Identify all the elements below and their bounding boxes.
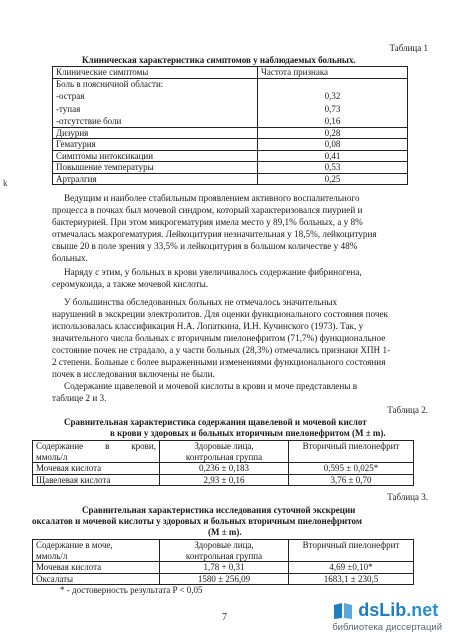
- text-line: почек в исследования включены не были.: [52, 369, 215, 379]
- table1-number: Таблица 1: [389, 43, 428, 53]
- header-line: Содержание в моче,: [36, 540, 113, 550]
- table-row: [53, 162, 408, 174]
- table-row: [53, 150, 408, 162]
- text-line: отмечалась макрогематурия. Лейкоцитурия незначительная у 18,5%, лейкоцитурия: [52, 229, 377, 239]
- header-word: Содержание: [36, 441, 84, 451]
- pain-dull-label: -тупая: [56, 103, 81, 114]
- pain-absent-label: -отсутствие боли: [56, 116, 122, 126]
- table2-header-control: [160, 441, 289, 463]
- dslib-watermark: [332, 600, 442, 633]
- table2-header-patients: Вторичный пиелонефрит: [289, 441, 414, 463]
- table1-pain-row: [53, 78, 408, 127]
- table-row: [33, 474, 414, 486]
- table2: [32, 440, 414, 486]
- table1-title: Клиническая характеристика симптомов у наблюдаемых больных.: [82, 55, 356, 65]
- paragraph-urinary-syndrome: [52, 192, 416, 264]
- table3-title-line-2: оксалатов и мочевой кислоты у здоровых и больных вторичным пиелонефритом: [32, 516, 362, 526]
- table3-header-control: [160, 540, 289, 562]
- control-value: 1,78 + 0,31: [160, 562, 289, 574]
- table2-title-line-1: Сравнительная характеристика содержания щавелевой и мочевой кислот: [64, 417, 367, 427]
- table3-title-line-3: (M ± m).: [208, 527, 242, 537]
- header-word: в: [105, 441, 110, 451]
- brand-domain: .net: [406, 600, 439, 620]
- text-line: У большинства обследованных больных не отмечалось значительных: [64, 297, 338, 307]
- table-row: [33, 463, 414, 475]
- text-line: свыше 20 в поле зрения у 33,5% и лейкоцитурия в большом количестве у 48%: [52, 241, 358, 251]
- text-line: бактериурией. При этом микрогематурия имела место у 89,1% больных, а у 8%: [52, 217, 363, 227]
- page-number: 7: [222, 612, 227, 623]
- table3-header-content: [33, 540, 160, 562]
- watermark-tagline: библиотека диссертаций: [332, 622, 442, 633]
- table1-pain-cell: [53, 78, 258, 127]
- table2-header-content: [33, 441, 160, 463]
- control-value: 0,236 ± 0,183: [160, 463, 289, 475]
- text-line: 2 степени. Больные с более выраженными изменениями функционального состояния: [52, 357, 386, 367]
- pain-acute-value: 0,32: [324, 91, 341, 101]
- table3: [32, 539, 414, 585]
- table2-header-row: [33, 441, 414, 463]
- table-row: [53, 173, 408, 185]
- text-line: нарушений в экскреции электролитов. Для оценки функционального состояния почек: [52, 309, 389, 319]
- text-line: значительного числа больных с вторичным пиелонефритом (71,7%) функциональное: [52, 333, 386, 343]
- watermark-brand: [358, 600, 438, 621]
- table-row: [53, 127, 408, 139]
- book-logo-icon: [332, 601, 354, 621]
- table1-pain-values: [258, 78, 408, 127]
- paragraph-table-reference: [52, 380, 416, 404]
- brand-main: dsLib: [358, 600, 407, 620]
- symptom-label: Повышение температуры: [53, 162, 258, 174]
- table1-header-symptoms: Клинические симптомы: [53, 67, 258, 79]
- text-line: серомукоида, а также мочевой кислоты.: [52, 279, 209, 289]
- control-value: 2,93 ± 0,16: [160, 474, 289, 486]
- row-label: Оксалаты: [33, 573, 160, 585]
- text-line: больных.: [52, 253, 88, 263]
- table-row: [53, 139, 408, 151]
- header-line: контрольная группа: [185, 451, 263, 462]
- row-label: Щавелевая кислота: [33, 474, 160, 486]
- text-line: таблице 2 и 3.: [52, 393, 107, 403]
- paragraph-blood-content: [52, 266, 416, 290]
- row-label: Мочевая кислота: [33, 463, 160, 475]
- text-line: использовалась классификация Н.А. Лопаткина, И.Н. Кучинского (1973). Так, у: [52, 321, 364, 331]
- patients-value: 0,595 ± 0,025*: [289, 463, 414, 475]
- paragraph-electrolytes: [52, 296, 416, 380]
- row-label: Мочевая кислота: [33, 562, 160, 574]
- table2-number: Таблица 2.: [387, 405, 428, 415]
- table3-title-line-1: Сравнительная характеристика исследования суточной экскреции: [82, 505, 356, 515]
- patients-value: 3,76 ± 0,70: [289, 474, 414, 486]
- table2-title-line-2: в крови у здоровых и больных вторичным пиелонефритом (M ± m).: [110, 428, 386, 438]
- header-word: крови,: [131, 441, 156, 451]
- margin-mark: k: [3, 178, 8, 188]
- table3-footnote: * - достоверность результата P < 0,05: [60, 585, 203, 595]
- header-line: контрольная группа: [185, 550, 263, 561]
- table-row: [33, 573, 414, 585]
- text-line: Содержание щавелевой и мочевой кислоты в крови и моче представлены в: [64, 381, 358, 391]
- symptom-value: 0,28: [258, 127, 408, 139]
- symptom-value: 0,25: [258, 173, 408, 185]
- table1-header-frequency: Частота признака: [258, 67, 408, 79]
- pain-dull-value: 0,73: [324, 103, 341, 114]
- header-line: Здоровые лица,: [194, 540, 254, 550]
- table1-header-row: [53, 67, 408, 79]
- control-value: 1580 ± 256,09: [160, 573, 289, 585]
- pain-absent-value: 0,16: [324, 116, 341, 126]
- symptom-value: 0,41: [258, 150, 408, 162]
- patients-value: 4,69 ±0,10*: [289, 562, 414, 574]
- pain-acute-label: -острая: [56, 91, 85, 101]
- symptom-label: Артралгия: [53, 173, 258, 185]
- text-line: состояние почек не страдало, а у части больных (28,3%) отмечались признаки ХПН 1-: [52, 345, 391, 355]
- symptom-value: 0,08: [258, 139, 408, 151]
- table3-header-patients: Вторичный пиелонефрит: [289, 540, 414, 562]
- text-line: Ведущим и наиболее стабильным проявлением активного воспалительного: [64, 193, 360, 203]
- symptom-value: 0,53: [258, 162, 408, 174]
- text-line: Наряду с этим, у больных в крови увеличивалось содержание фибриногена,: [64, 267, 362, 277]
- table3-header-row: [33, 540, 414, 562]
- header-line: Здоровые лица,: [194, 441, 254, 451]
- pain-group-label: Боль в поясничной области:: [56, 78, 164, 89]
- symptom-label: Симптомы интоксикации: [53, 150, 258, 162]
- table-row: [33, 562, 414, 574]
- table3-number: Таблица 3.: [387, 492, 428, 502]
- patients-value: 1683,1 ± 230,5: [289, 573, 414, 585]
- text-line: процесса в почках был мочевой синдром, который характеризовался пиурией и: [52, 205, 363, 215]
- header-unit: ммоль/л: [36, 451, 68, 462]
- symptom-label: Гематурия: [53, 139, 258, 151]
- header-unit: ммоль/л: [36, 550, 68, 561]
- symptom-label: Дизурия: [53, 127, 258, 139]
- table1: [52, 66, 408, 185]
